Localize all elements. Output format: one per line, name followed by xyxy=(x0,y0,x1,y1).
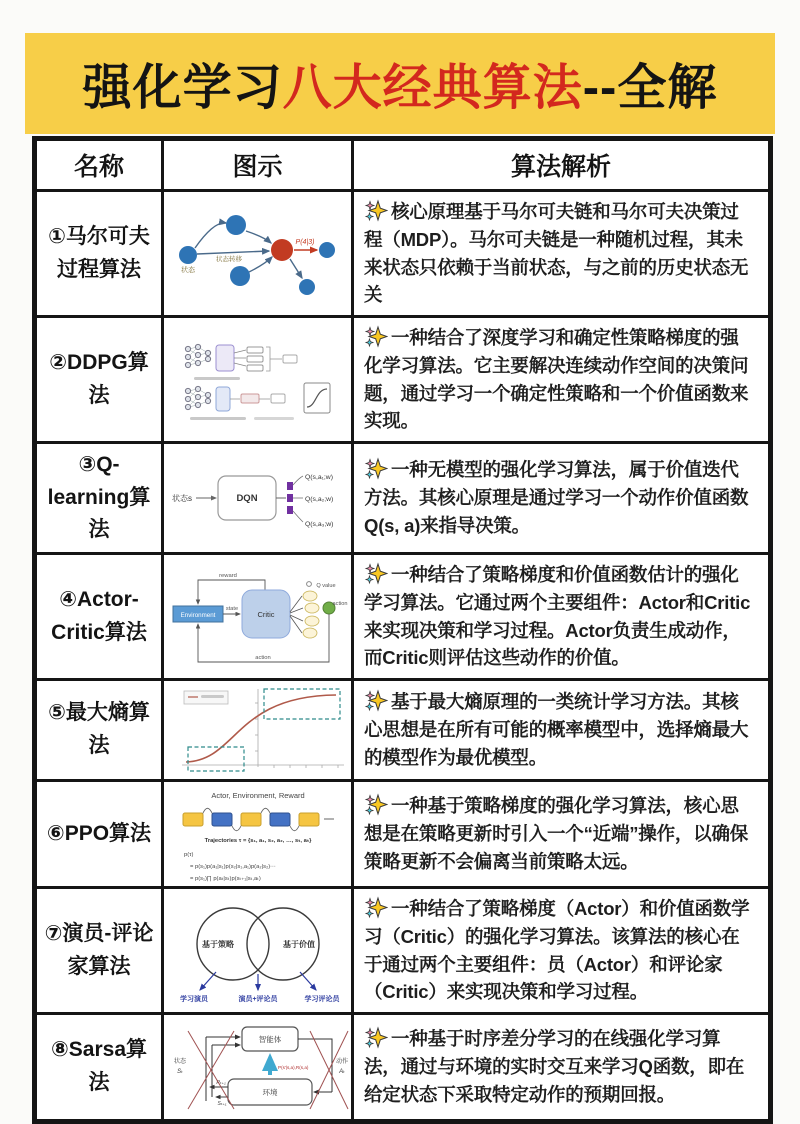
algo-analysis-actor-critic xyxy=(353,554,771,680)
page-title xyxy=(25,33,775,134)
actor-critic-reward-label: reward xyxy=(219,572,237,579)
sparkles-icon xyxy=(364,689,388,713)
title-part-black1: 强化学习 xyxy=(82,60,283,115)
actor-critic-state-label: state xyxy=(225,605,239,612)
sarsa-diagram xyxy=(163,1014,353,1122)
table-row xyxy=(35,781,771,888)
actor-critic-action-bottom-label: action xyxy=(255,654,271,661)
table-row xyxy=(35,554,771,680)
ddpg-diagram xyxy=(163,317,353,443)
sarsa-loop-graphic xyxy=(166,1017,350,1117)
analysis-text: 一种结合了策略梯度和价值函数估计的强化学习算法。它通过两个主要组件：Actor和Critic来实现决策和学习过程。Actor负责生成动作，而Critic则评估这些动作的价值。 xyxy=(364,564,751,669)
algo-name-markov: ①马尔可夫过程算法 xyxy=(35,191,163,317)
algo-analysis-actor-critic-cn xyxy=(353,888,771,1014)
qlearning-output2-label: Q(s,a₂;w) xyxy=(305,496,334,503)
table-header-row xyxy=(35,139,771,191)
markov-prob-label: P(4|3) xyxy=(295,238,315,246)
sigmoid-plot-graphic xyxy=(166,683,350,777)
table-row xyxy=(35,888,771,1014)
ppo-diagram xyxy=(163,781,353,888)
analysis-text: 核心原理基于马尔可夫链和马尔可夫决策过程（MDP）。马尔可夫链是一种随机过程，其未来状态只依赖于当前状态，与之前的历史状态无关 xyxy=(364,201,749,306)
algo-analysis-qlearning xyxy=(353,443,771,554)
table-row xyxy=(35,680,771,781)
algo-name-qlearning: ③Q-learning算法 xyxy=(35,443,163,554)
analysis-text: 一种结合了策略梯度（Actor）和价值函数学习（Critic）的强化学习算法。该算法的核心在于通过两个主要组件：员（Actor）和评论家（Critic）来实现决策和学习过程。 xyxy=(364,898,750,1003)
algo-name-max-entropy: ⑤最大熵算法 xyxy=(35,680,163,781)
sarsa-agent-label: 智能体 xyxy=(258,1035,282,1044)
sarsa-nextstate-label: Sₜ₊₁ xyxy=(217,1101,227,1107)
algo-name-ppo: ⑥PPO算法 xyxy=(35,781,163,888)
sparkles-icon xyxy=(364,793,388,817)
title-part-black2: --全解 xyxy=(582,60,718,115)
actor-critic-qvalue-label: Q value xyxy=(316,582,336,589)
algo-analysis-sarsa xyxy=(353,1014,771,1122)
column-header-diagram: 图示 xyxy=(163,139,353,191)
sparkles-icon xyxy=(364,325,388,349)
markov-state-label: 状态 xyxy=(181,266,195,274)
venn-left-label: 基于策略 xyxy=(202,939,234,949)
sparkles-icon xyxy=(364,457,388,481)
actor-critic-graphic xyxy=(166,558,350,676)
table-row xyxy=(35,1014,771,1122)
actor-critic-env-label: Environment xyxy=(180,611,216,619)
markov-diagram xyxy=(163,191,353,317)
max-entropy-diagram xyxy=(163,680,353,781)
algo-analysis-markov xyxy=(353,191,771,317)
sarsa-env-label: 环境 xyxy=(262,1088,278,1097)
actor-critic-action-label: action xyxy=(332,600,348,607)
sparkles-icon xyxy=(364,1026,388,1050)
actor-critic-diagram xyxy=(163,554,353,680)
algo-name-ddpg: ②DDPG算法 xyxy=(35,317,163,443)
qlearning-network-label: DQN xyxy=(236,493,258,504)
sarsa-action-symbol: Aₜ xyxy=(339,1069,345,1075)
algo-analysis-ppo xyxy=(353,781,771,888)
ppo-formula3: = p(s₁)∏ p(aₜ|sₜ)p(sₜ₊₁|sₜ,aₜ) xyxy=(190,876,261,882)
algo-analysis-max-entropy xyxy=(353,680,771,781)
table-row xyxy=(35,191,771,317)
venn-label-critic: 学习评论员 xyxy=(304,995,340,1003)
algo-name-actor-critic: ④Actor-Critic算法 xyxy=(35,554,163,680)
analysis-text: 基于最大熵原理的一类统计学习方法。其核心思想是在所有可能的概率模型中，选择熵最大的模型作为最优模型。 xyxy=(364,691,749,768)
ppo-formula1: p(τ) xyxy=(184,852,194,858)
dqn-graphic xyxy=(166,446,350,550)
markov-transition-label: 状态转移 xyxy=(216,255,242,263)
column-header-analysis: 算法解析 xyxy=(353,139,771,191)
qlearning-output1-label: Q(s,a₁;w) xyxy=(305,474,333,481)
sarsa-reward-label: Rₜ₊₁ xyxy=(216,1080,226,1086)
actor-critic-critic-label: Critic xyxy=(257,609,275,619)
markov-chain-graphic xyxy=(166,205,350,303)
table-row xyxy=(35,317,771,443)
sparkles-icon xyxy=(364,562,388,586)
venn-right-label: 基于价值 xyxy=(283,939,315,949)
column-header-name: 名称 xyxy=(35,139,163,191)
ppo-trajectories-label: Trajectories τ = {s₁, a₁, s₂, a₂, …, sₜ, aₜ} xyxy=(204,838,312,844)
venn-label-actor: 学习演员 xyxy=(180,995,208,1003)
analysis-text: 一种结合了深度学习和确定性策略梯度的强化学习算法。它主要解决连续动作空间的决策问题，通过学习一个确定性策略和一个价值函数来实现。 xyxy=(364,327,749,432)
algorithm-table xyxy=(32,136,773,1124)
algo-analysis-ddpg xyxy=(353,317,771,443)
qlearning-diagram xyxy=(163,443,353,554)
venn-label-both: 演员+评论员 xyxy=(238,995,278,1003)
analysis-text: 一种基于策略梯度的强化学习算法，核心思想是在策略更新时引入一个“近端”操作，以确保策略更新不会偏离当前策略太远。 xyxy=(364,795,749,872)
algo-name-sarsa: ⑧Sarsa算法 xyxy=(35,1014,163,1122)
sarsa-state-label: 状态 xyxy=(173,1059,187,1065)
ppo-trajectory-graphic xyxy=(166,784,350,884)
qlearning-output3-label: Q(s,a₃;w) xyxy=(305,521,334,528)
sarsa-action-label: 动作 xyxy=(335,1059,349,1065)
venn-graphic xyxy=(166,896,350,1006)
ddpg-networks-graphic xyxy=(166,335,350,425)
sparkles-icon xyxy=(364,199,388,223)
analysis-text: 一种基于时序差分学习的在线强化学习算法，通过与环境的实时交互来学习Q函数，即在给定状态下采取特定动作的预期回报。 xyxy=(364,1028,745,1105)
venn-diagram xyxy=(163,888,353,1014)
ppo-formula2: = p(s₁)p(a₁|s₁)p(s₂|s₁,a₁)p(a₂|s₂)⋯ xyxy=(190,864,276,870)
qlearning-input-label: 状态s xyxy=(172,494,192,503)
title-part-red: 八大经典算法 xyxy=(282,60,583,115)
sparkles-icon xyxy=(364,896,388,920)
sarsa-prob-label: P(s'|s,a),R(s,a) xyxy=(278,1065,309,1070)
table-row xyxy=(35,443,771,554)
analysis-text: 一种无模型的强化学习算法，属于价值迭代方法。其核心原理是通过学习一个动作价值函数Q(s, a)来指导决策。 xyxy=(364,459,749,536)
ppo-title-label: Actor, Environment, Reward xyxy=(211,791,305,800)
sarsa-state-symbol: Sₜ xyxy=(177,1069,183,1075)
algo-name-actor-critic-cn: ⑦演员-评论家算法 xyxy=(35,888,163,1014)
